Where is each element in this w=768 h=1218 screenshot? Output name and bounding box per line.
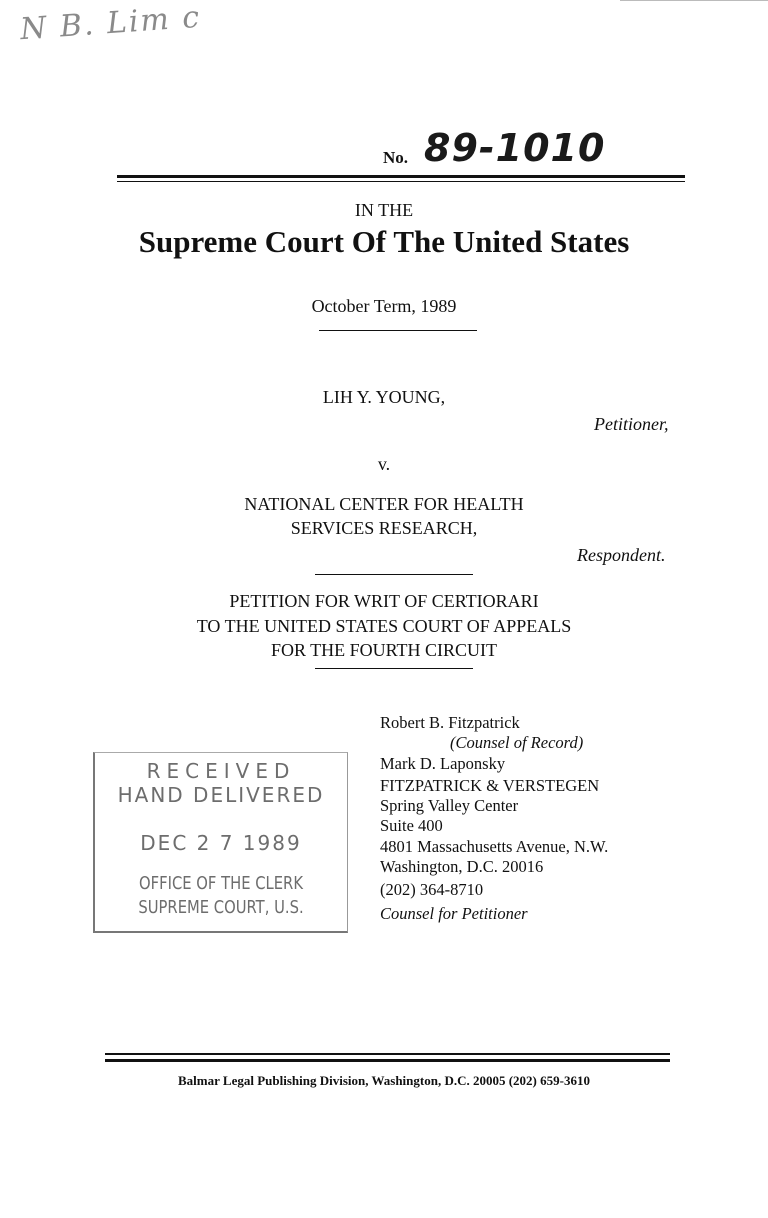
received-stamp: [93, 752, 348, 933]
petition-title-line3: FOR THE FOURTH CIRCUIT: [270, 640, 498, 660]
respondent-name-line2: SERVICES RESEARCH,: [290, 518, 478, 538]
handwritten-annotation: N B. Lim c: [18, 0, 203, 48]
address-line2: Suite 400: [380, 816, 443, 836]
in-the-heading: IN THE: [354, 200, 414, 220]
term: October Term, 1989: [311, 296, 457, 316]
case-number: 89-1010: [424, 126, 606, 170]
law-firm: FITZPATRICK & VERSTEGEN: [380, 775, 600, 795]
stamp-received: RECEIVED: [146, 759, 296, 783]
address-line4: Washington, D.C. 20016: [380, 857, 544, 877]
respondent-name-line1: NATIONAL CENTER FOR HEALTH: [244, 494, 524, 514]
attorney-2: Mark D. Laponsky: [380, 753, 506, 773]
petition-divider: [315, 668, 473, 669]
phone: (202) 364-8710: [380, 880, 484, 900]
petition-title-line2: TO THE UNITED STATES COURT OF APPEALS: [196, 616, 572, 636]
stamp-hand-delivered: HAND DELIVERED: [117, 783, 325, 807]
term-divider: [319, 330, 477, 331]
versus: v.: [377, 454, 391, 474]
petitioner-name: LIH Y. YOUNG,: [322, 387, 446, 407]
court-name: Supreme Court Of The United States: [138, 224, 630, 259]
stamp-date: DEC 2 7 1989: [140, 831, 302, 855]
attorney-1-role: (Counsel of Record): [450, 733, 584, 753]
petitioner-role: Petitioner,: [594, 414, 669, 434]
counsel-block: [380, 713, 680, 924]
counsel-for: Counsel for Petitioner: [380, 903, 528, 923]
stamp-court: SUPREME COURT, U.S.: [138, 897, 304, 918]
address-line1: Spring Valley Center: [380, 796, 519, 816]
header-rule-thin: [117, 181, 685, 182]
header-rule-thick: [117, 175, 685, 178]
publisher-footer: Balmar Legal Publishing Division, Washington, D.C. 20005 (202) 659-3610: [178, 1073, 590, 1088]
stamp-office: OFFICE OF THE CLERK: [139, 873, 303, 894]
address-line3: 4801 Massachusetts Avenue, N.W.: [380, 836, 609, 856]
respondent-role: Respondent.: [577, 545, 666, 565]
case-number-label: No.: [383, 148, 409, 167]
parties-divider: [315, 574, 473, 575]
attorney-1: Robert B. Fitzpatrick: [380, 713, 520, 732]
footer-rule-thick: [105, 1053, 670, 1055]
petition-title-line1: PETITION FOR WRIT OF CERTIORARI: [229, 591, 539, 611]
scan-edge-line: [620, 0, 768, 1]
footer-rule-thin: [105, 1059, 670, 1062]
